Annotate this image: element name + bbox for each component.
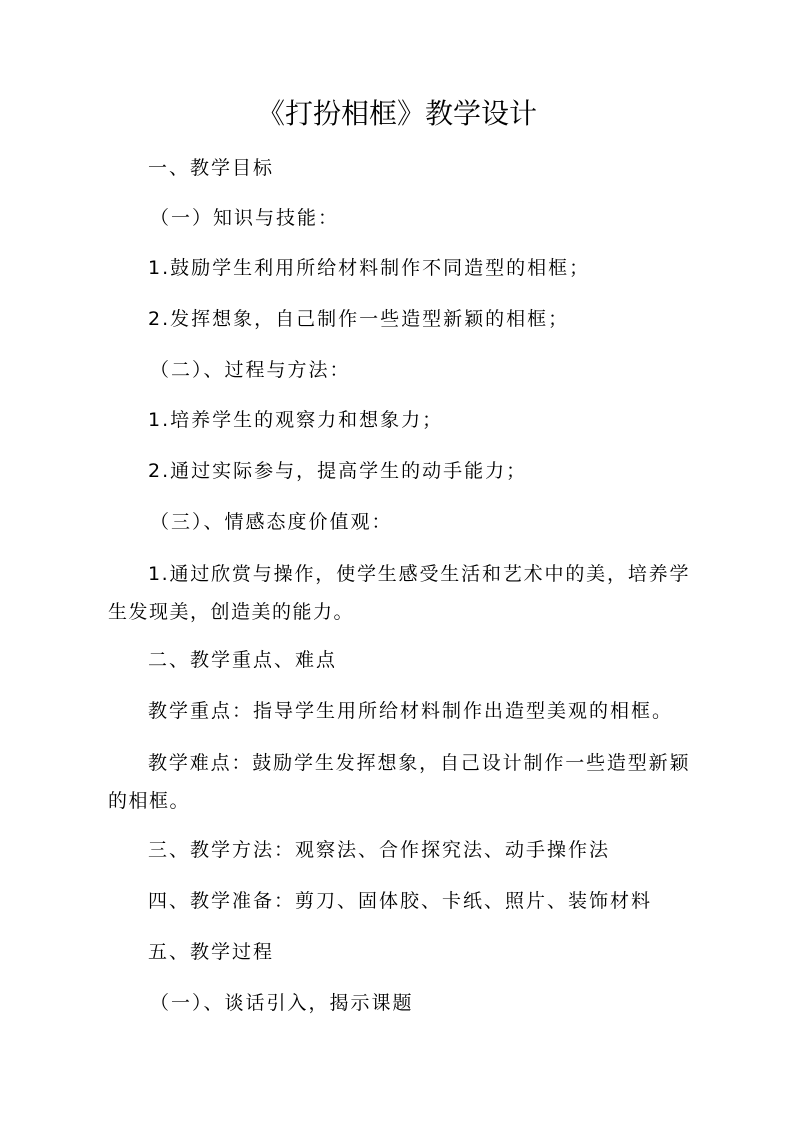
subheading-introduction: （一）、谈话引入，揭示课题 (150, 992, 414, 1014)
section-heading-objectives: 一、教学目标 (148, 157, 275, 179)
document-title: 《打扮相框》教学设计 (256, 97, 537, 130)
subheading-process-method: （二）、过程与方法： (150, 359, 351, 381)
list-item: 1.培养学生的观察力和想象力； (148, 409, 444, 431)
list-item: 1.鼓励学生利用所给材料制作不同造型的相框； (148, 257, 591, 279)
subheading-knowledge-skills: （一）知识与技能： (150, 207, 340, 229)
list-item: 2.发挥想象，自己制作一些造型新颖的相框； (148, 308, 570, 330)
list-item: 2.通过实际参与，提高学生的动手能力； (148, 460, 528, 482)
paragraph-key-point: 教学重点：指导学生用所给材料制作出造型美观的相框。 (148, 700, 674, 722)
paragraph-emotion-goal: 1.通过欣赏与操作，使学生感受生活和艺术中的美，培养学生发现美，创造美的能力。 (108, 563, 690, 623)
subheading-emotion-values: （三）、情感态度价值观： (150, 511, 393, 533)
section-heading-process: 五、教学过程 (148, 941, 275, 963)
section-heading-methods: 三、教学方法：观察法、合作探究法、动手操作法 (148, 839, 611, 861)
section-heading-preparation: 四、教学准备：剪刀、固体胶、卡纸、照片、装饰材料 (148, 890, 653, 912)
paragraph-difficult-point: 教学难点：鼓励学生发挥想象，自己设计制作一些造型新颖的相框。 (108, 752, 690, 812)
section-heading-key-points: 二、教学重点、难点 (148, 649, 338, 671)
